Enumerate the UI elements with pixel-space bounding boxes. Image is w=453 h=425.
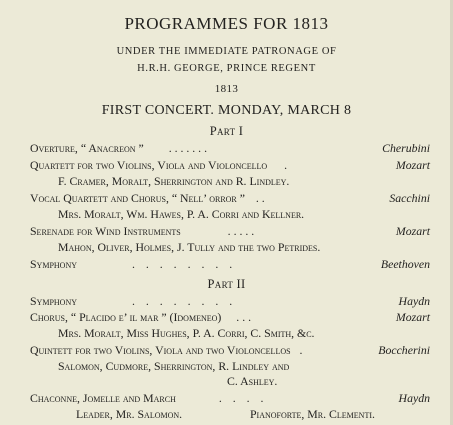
performers-line: F. Cramer, Moralt, Sherrington and R. Lindley.	[58, 174, 290, 188]
item-composer: Haydn	[398, 391, 430, 405]
item-leader-dots: .	[284, 158, 288, 172]
programme-item	[30, 294, 236, 309]
concert-heading: FIRST CONCERT. MONDAY, MARCH 8	[101, 103, 352, 118]
item-work: Symphony	[30, 257, 78, 271]
item-work: Chaconne, Jomelle and March	[30, 391, 176, 405]
item-work: Quartett for two Violins, Viola and Violoncello	[30, 158, 268, 172]
item-leader-dots: . . .	[236, 310, 252, 324]
programme-item	[30, 391, 267, 406]
patronage-line-1: UNDER THE IMMEDIATE PATRONAGE OF	[116, 46, 337, 57]
item-composer: Haydn	[398, 294, 430, 308]
year-label: 1813	[214, 83, 239, 95]
item-leader-dots: . . . . . . .	[168, 141, 208, 155]
patronage-line-2: H.R.H. GEORGE, PRINCE REGENT	[137, 63, 316, 74]
item-leader-dots: . . . . . . . .	[131, 294, 237, 308]
programme-item	[30, 224, 254, 239]
item-leader-dots: . .	[255, 191, 265, 205]
item-leader-dots: . . . . . . . .	[131, 257, 237, 271]
item-composer: Cherubini	[382, 141, 430, 155]
performers-line: C. Ashley.	[227, 374, 278, 388]
item-work: Overture, “ Anacreon ”	[30, 141, 144, 155]
item-composer: Beethoven	[380, 257, 430, 271]
item-leader-dots: . . . .	[218, 391, 268, 405]
item-composer: Boccherini	[378, 343, 430, 357]
item-work: Symphony	[30, 294, 78, 308]
performers-line: Salomon, Cudmore, Sherrington, R. Lindley and	[58, 359, 290, 373]
performers-line: Mrs. Moralt, Wm. Hawes, P. A. Corri and Kellner.	[58, 207, 305, 221]
programme-item	[30, 343, 302, 358]
part-2-heading: Part II	[207, 277, 246, 291]
programme-item	[30, 310, 251, 325]
performers-line: Mahon, Oliver, Holmes, J. Tully and the two Petrides.	[58, 240, 321, 254]
programme-item	[30, 191, 265, 206]
item-work: Vocal Quartett and Chorus, “ Nell’ orror ”	[30, 191, 245, 205]
part-1-heading: Part I	[209, 124, 244, 138]
item-composer: Mozart	[395, 310, 430, 324]
performers-line: Mrs. Moralt, Miss Hughes, P. A. Corri, C. Smith, &c.	[58, 326, 315, 340]
leader-credit: Leader, Mr. Salomon.	[76, 407, 183, 421]
item-leader-dots: . . . . .	[227, 224, 255, 238]
item-composer: Mozart	[395, 158, 430, 172]
item-work: Chorus, “ Placido e’ il mar ” (Idomeneo)	[30, 310, 222, 324]
item-composer: Mozart	[395, 224, 430, 238]
item-work: Quintett for two Violins, Viola and two Violoncellos	[30, 343, 291, 357]
page-title: PROGRAMMES FOR 1813	[124, 14, 329, 33]
item-work: Serenade for Wind Instruments	[30, 224, 181, 238]
item-leader-dots: .	[299, 343, 303, 357]
programme-item	[30, 158, 287, 173]
item-composer: Sacchini	[389, 191, 430, 205]
programme-item	[30, 141, 207, 156]
programme-item	[30, 257, 236, 272]
pianoforte-credit: Pianoforte, Mr. Clementi.	[250, 407, 375, 421]
